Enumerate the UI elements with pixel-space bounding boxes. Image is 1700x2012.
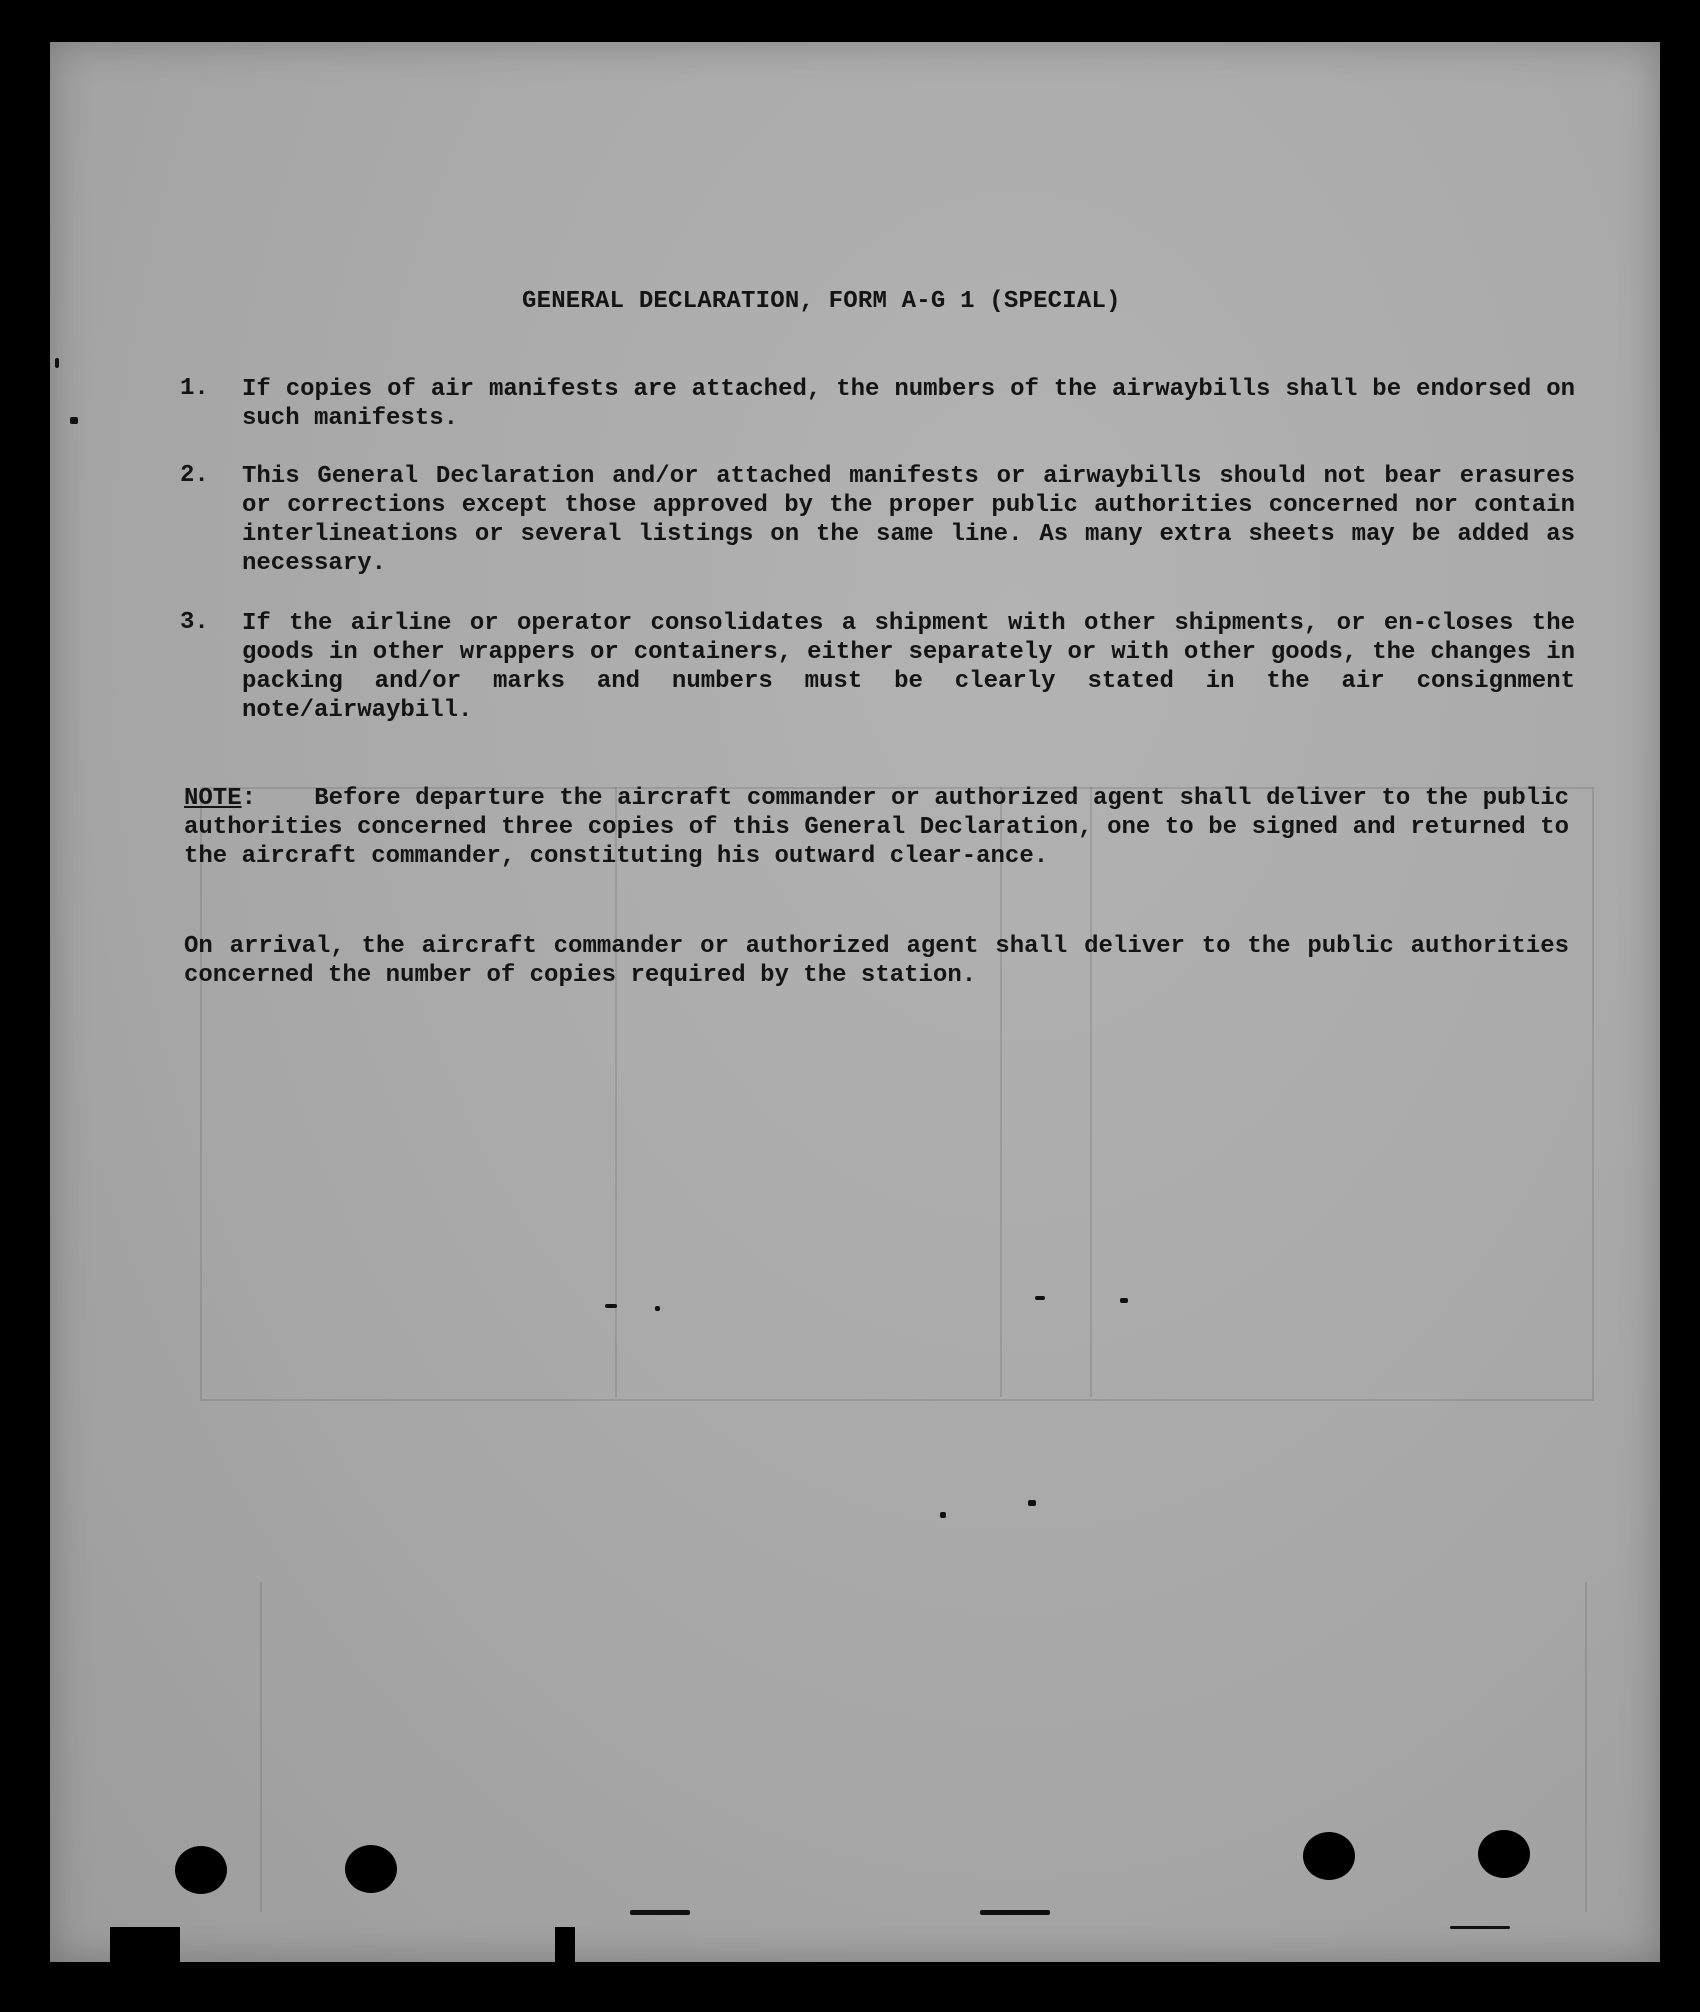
note-text: Before departure the aircraft commander or authorized agent shall deliver to the public authorities concerned three copies of this General Declaration, one to be signed and returned to the aircraft commander, constituting his outward clear-ance. (184, 785, 1569, 870)
scan-speck (940, 1512, 946, 1518)
item-number: 1. (180, 375, 209, 402)
item-number: 2. (180, 462, 209, 489)
instruction-item-2 (180, 462, 1575, 578)
scan-edge-mark (110, 1927, 180, 1962)
scan-speck (70, 417, 78, 424)
instruction-item-1 (180, 375, 1575, 433)
item-text: If copies of air manifests are attached, the numbers of the airwaybills shall be endorsed on such manifests. (242, 376, 1575, 432)
arrival-paragraph: On arrival, the aircraft commander or authorized agent shall deliver to the public authorities concerned the number of copies required by the station. (184, 933, 1569, 989)
document-page (50, 42, 1660, 1962)
document-content (50, 42, 1660, 1962)
item-number: 3. (180, 609, 209, 636)
scan-edge-mark (555, 1927, 575, 1962)
punch-hole (1478, 1830, 1530, 1878)
item-text: This General Declaration and/or attached manifests or airwaybills should not bear erasures or corrections except those approved by the proper public authorities concerned nor contain interlineations or several listings on the same line. As many extra sheets may be added as necessary. (242, 463, 1575, 577)
punch-hole (345, 1845, 397, 1893)
scan-speck (1035, 1296, 1045, 1300)
scan-speck (980, 1910, 1050, 1915)
scan-speck (1450, 1926, 1510, 1929)
instruction-item-3 (180, 609, 1575, 725)
item-text: If the airline or operator consolidates a shipment with other shipments, or en-closes the goods in other wrappers or containers, either separately or with other goods, the changes in packing and/or marks and numbers must be clearly stated in the air consignment note/airwaybill. (242, 610, 1575, 724)
note-colon: : (241, 785, 257, 812)
scan-speck (55, 358, 59, 368)
document-title: GENERAL DECLARATION, FORM A-G 1 (SPECIAL) (522, 288, 1121, 315)
scan-speck (630, 1910, 690, 1915)
note-label: NOTE (184, 785, 242, 812)
punch-hole (1303, 1832, 1355, 1880)
scan-speck (1028, 1500, 1036, 1506)
scan-speck (605, 1304, 617, 1308)
note-paragraph (184, 784, 1569, 871)
scan-speck (1120, 1298, 1128, 1303)
scan-speck (655, 1306, 660, 1311)
punch-hole (175, 1846, 227, 1894)
